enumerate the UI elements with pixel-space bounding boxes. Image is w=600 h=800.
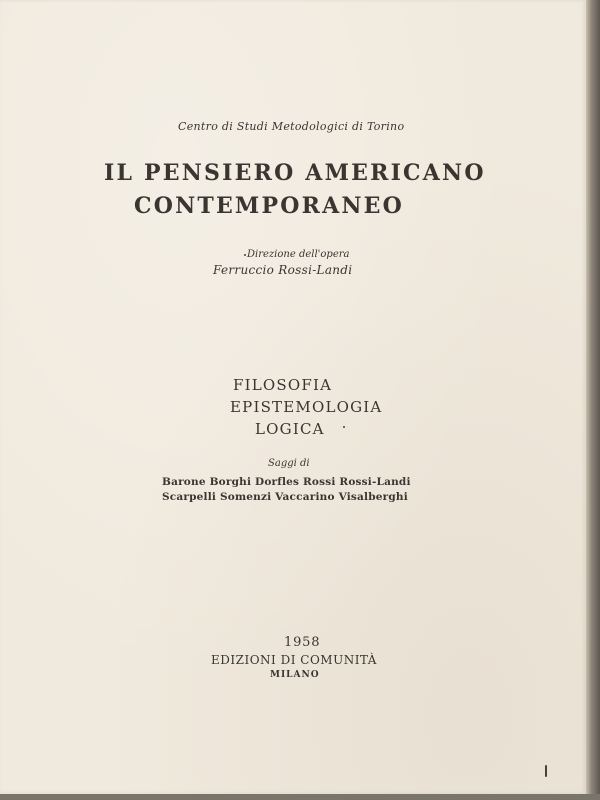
authors-line-1: Barone Borghi Dorfles Rossi Rossi-Landi [162, 476, 411, 488]
paper-speck [244, 254, 246, 256]
book-title-line-1: IL PENSIERO AMERICANO [104, 160, 486, 186]
subtitle-line-1: FILOSOFIA [233, 376, 333, 394]
paper-speck [545, 765, 547, 777]
page-edge-bottom [0, 794, 600, 800]
publication-year: 1958 [284, 635, 321, 650]
page-edge-right [586, 0, 600, 800]
subtitle-line-2: EPISTEMOLOGIA [230, 398, 383, 416]
publisher-name: EDIZIONI DI COMUNITÀ [211, 653, 377, 667]
publication-city: MILANO [270, 670, 320, 680]
authors-line-2: Scarpelli Somenzi Vaccarino Visalberghi [162, 491, 408, 503]
direction-label: Direzione dell'opera [247, 249, 350, 260]
book-title-line-2: CONTEMPORANEO [134, 193, 404, 219]
editor-name: Ferruccio Rossi-Landi [213, 263, 353, 277]
paper-speck [343, 426, 345, 428]
institute-name: Centro di Studi Metodologici di Torino [178, 120, 405, 133]
essays-label: Saggi di [268, 458, 310, 469]
subtitle-line-3: LOGICA [255, 420, 325, 438]
